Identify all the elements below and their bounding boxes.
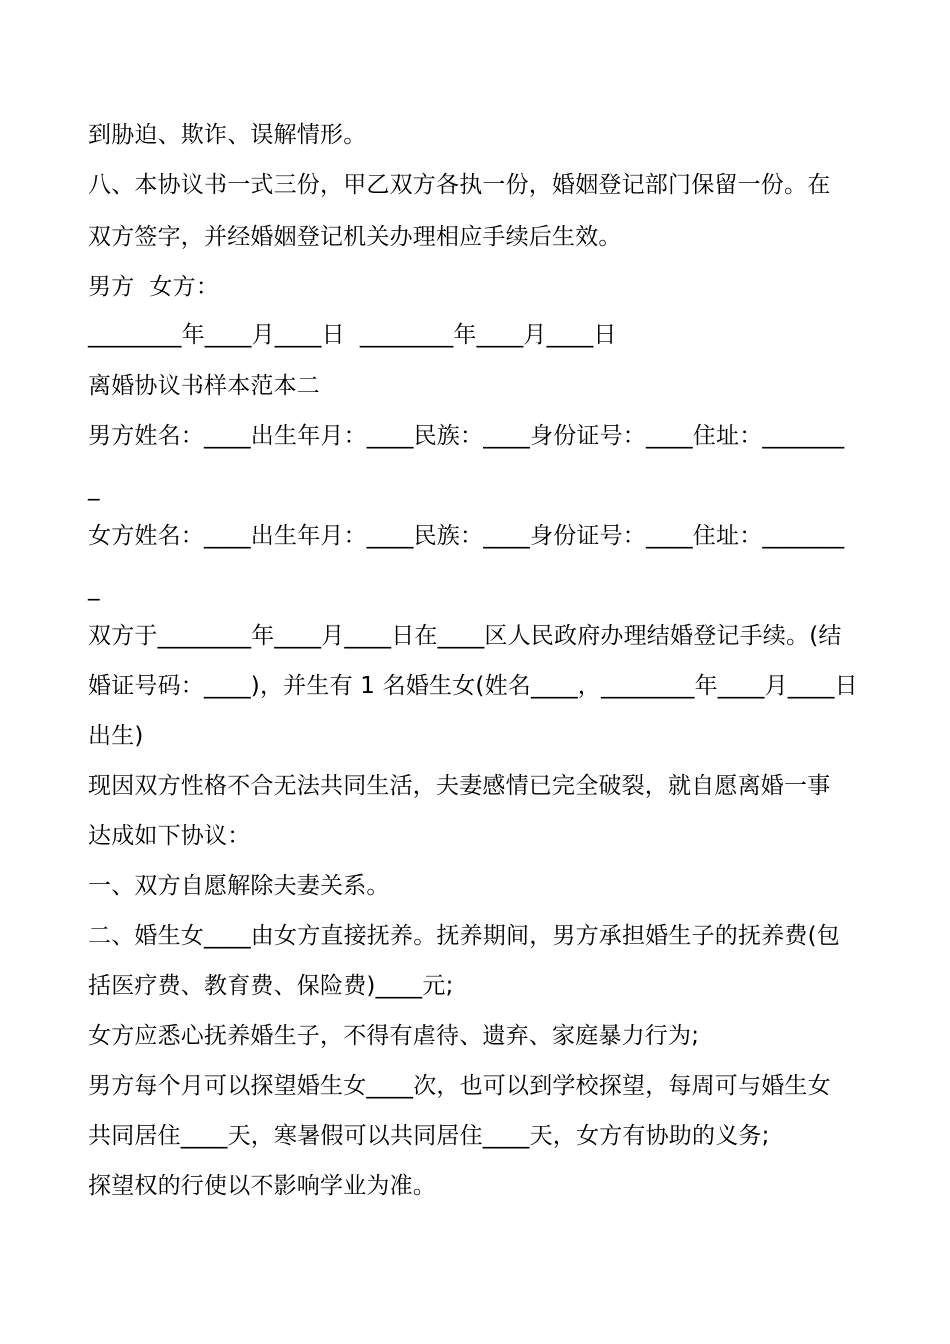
text-line-20: 男方每个月可以探望婚生女____次，也可以到学校探望，每周可与婚生女 (88, 1073, 831, 1099)
text-line-2: 八、本协议书一式三份，甲乙双方各执一份，婚姻登记部门保留一份。在 (88, 172, 831, 198)
text-line-21: 共同居住____天，寒暑假可以共同居住____天，女方有协助的义务; (88, 1123, 770, 1149)
text-line-11: 双方于________年____月____日在____区人民政府办理结婚登记手续。(结 (88, 623, 842, 649)
text-line-18: 括医疗费、教育费、保险费)____元; (88, 973, 454, 999)
text-line-1: 到胁迫、欺诈、误解情形。 (88, 122, 367, 148)
female-info-line-wrap: _ (88, 575, 100, 601)
text-line-3: 双方签字，并经婚姻登记机关办理相应手续后生效。 (88, 224, 622, 250)
text-line-13: 出生) (88, 723, 144, 749)
male-info-line-wrap: _ (88, 475, 100, 501)
clause-two: 二、婚生女____由女方直接抚养。抚养期间，男方承担婚生子的抚养费(包 (88, 923, 840, 949)
male-info-line: 男方姓名：____出生年月：____民族：____身份证号：____住址：_______ (88, 423, 845, 449)
text-line-22: 探望权的行使以不影响学业为准。 (88, 1173, 436, 1199)
text-line-4: 男方 女方： (88, 274, 220, 300)
text-line-15: 达成如下协议： (88, 823, 251, 849)
section-title: 离婚协议书样本范本二 (88, 373, 320, 399)
clause-one: 一、双方自愿解除夫妻关系。 (88, 873, 390, 899)
text-line-12: 婚证号码：____)，并生有 1 名婚生女(姓名____，________年____月____日 (88, 673, 858, 699)
text-line-19: 女方应悉心抚养婚生子，不得有虐待、遗弃、家庭暴力行为; (88, 1023, 700, 1049)
female-info-line: 女方姓名：____出生年月：____民族：____身份证号：____住址：_______ (88, 523, 845, 549)
text-line-14: 现因双方性格不合无法共同生活，夫妻感情已完全破裂，就自愿离婚一事 (88, 773, 831, 799)
date-line: ________年____月____日 ________年____月____日 (88, 322, 617, 348)
